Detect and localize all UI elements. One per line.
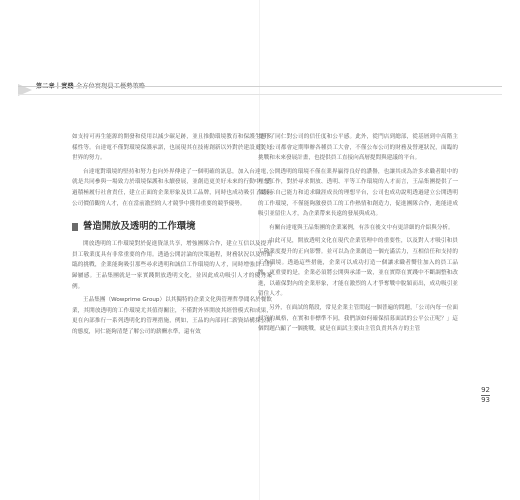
paragraph: 開放透明的工作環境對於促進資訊共享，增強團隊合作，建立互信以及提升員工敬業度具有非常重要的作用。透過公開討論的決策過程，財務狀況以及所面臨的挑戰，企業能夠吸引那些尋求透明和誠信工作環境的人才，同時增強員工的歸屬感。王品集團就是一家實踐開放透明文化，並因此成功吸引人才的優秀案例。 — [72, 241, 272, 290]
paragraph: 有關台達電與王品集團的企業案例，有涉在後文中有更詳細的介紹與分析。 — [269, 224, 454, 231]
left-page-column — [72, 132, 272, 341]
page-number-right: 93 — [481, 396, 490, 404]
paragraph: 提升了同仁對公司的信任度和公平感。此外，從門店到總部，從基層到中高階主管，公司都會定期舉辦各種員工大會，不僅公布公司的財務及營運狀況，面臨的挑戰和未來發展計畫，也提供員工直接向高層提問與建議的平台。 — [258, 134, 458, 162]
section-bullet-icon — [72, 223, 78, 231]
header-rule-bottom — [18, 94, 502, 95]
paragraph: 另外，在面試的階段，常見企業主管問起一個普遍的問題，「公司內每一位面試官的風格，在實和非標準不同，我們該如何確保招募面試的公平公正呢？」這個問題凸顯了一個挑戰，就是在面試主要由主管負責其各方的主管 — [258, 304, 458, 333]
paragraph: 如支持可再生能源的開發和使用以減少碳足跡，並且推動環境教育和保護生態多樣性等。台達電不僅對環境保護承諾，也展現其在技術創新以外對於建設更美好世界的努力。 — [72, 134, 272, 162]
paragraph: 台達電對環境的堅持和努力也向外界傳達了一個明確的訊息，加入台達電，就是共同參與一場致力於環境保護和永續發展，並創造更美好未來的行動中。透過積極履行社會責任，建立正面的企業形象及員工品牌，同時也成功吸引了認同公司價值觀的人才，在在當前激烈的人才競爭中獲得重要的競爭優勢。 — [72, 168, 272, 207]
right-page-column — [258, 132, 458, 338]
header-rule-top — [18, 86, 502, 87]
section-heading — [72, 221, 272, 233]
paragraph: 王品集團（Wowprime Group）以其獨特的企業文化與管理哲學聞名於餐飲業，其開放透明的工作環境尤其值得關注，不僅對外界開放其經營模式和成果，更在內部推行一系列透明化的管理措施，例如，王品的內部同仁薪資結構採公開的態度，同仁能夠清楚了解公司的薪酬水準，還有效 — [72, 297, 272, 335]
section-heading-text: 營造開放及透明的工作環境 — [83, 221, 196, 233]
paragraph: 公開透明的環境不僅在業界贏得良好的讚譽，也讓其成為許多求職者眼中的理想工作，對於尋求開放、透明、平等工作環境的人才而言，王品集團提供了一個展示自己能力和追求職涯成長的理想平台，公司也成功說明透過建立公開透明的工作環境，不僅能夠激發員工的工作熱情和創造力，促進團隊合作，進能達成吸引並留住人才，為企業帶來長遠的發展與成功。 — [258, 168, 458, 218]
page-number-left: 92 — [481, 386, 490, 394]
paragraph: 由此可見，開放透明文化在現代企業管理中的重要性，以及對人才吸引和員工敬業度提升的正向影響。並可以為企業創造一個充滿活力，互相信任和支持的工作環境。透過這些措施，企業可以成功打造一個讓求職者嚮往加入的員工品牌，更重要的是，企業必須將公開與承諾一致，並在實際在實踐中不斷調整和改進，以確保對內的企業形象，才能在激烈的人才爭奪戰中脫穎而出，成功吸引並留住人才。 — [258, 238, 458, 298]
